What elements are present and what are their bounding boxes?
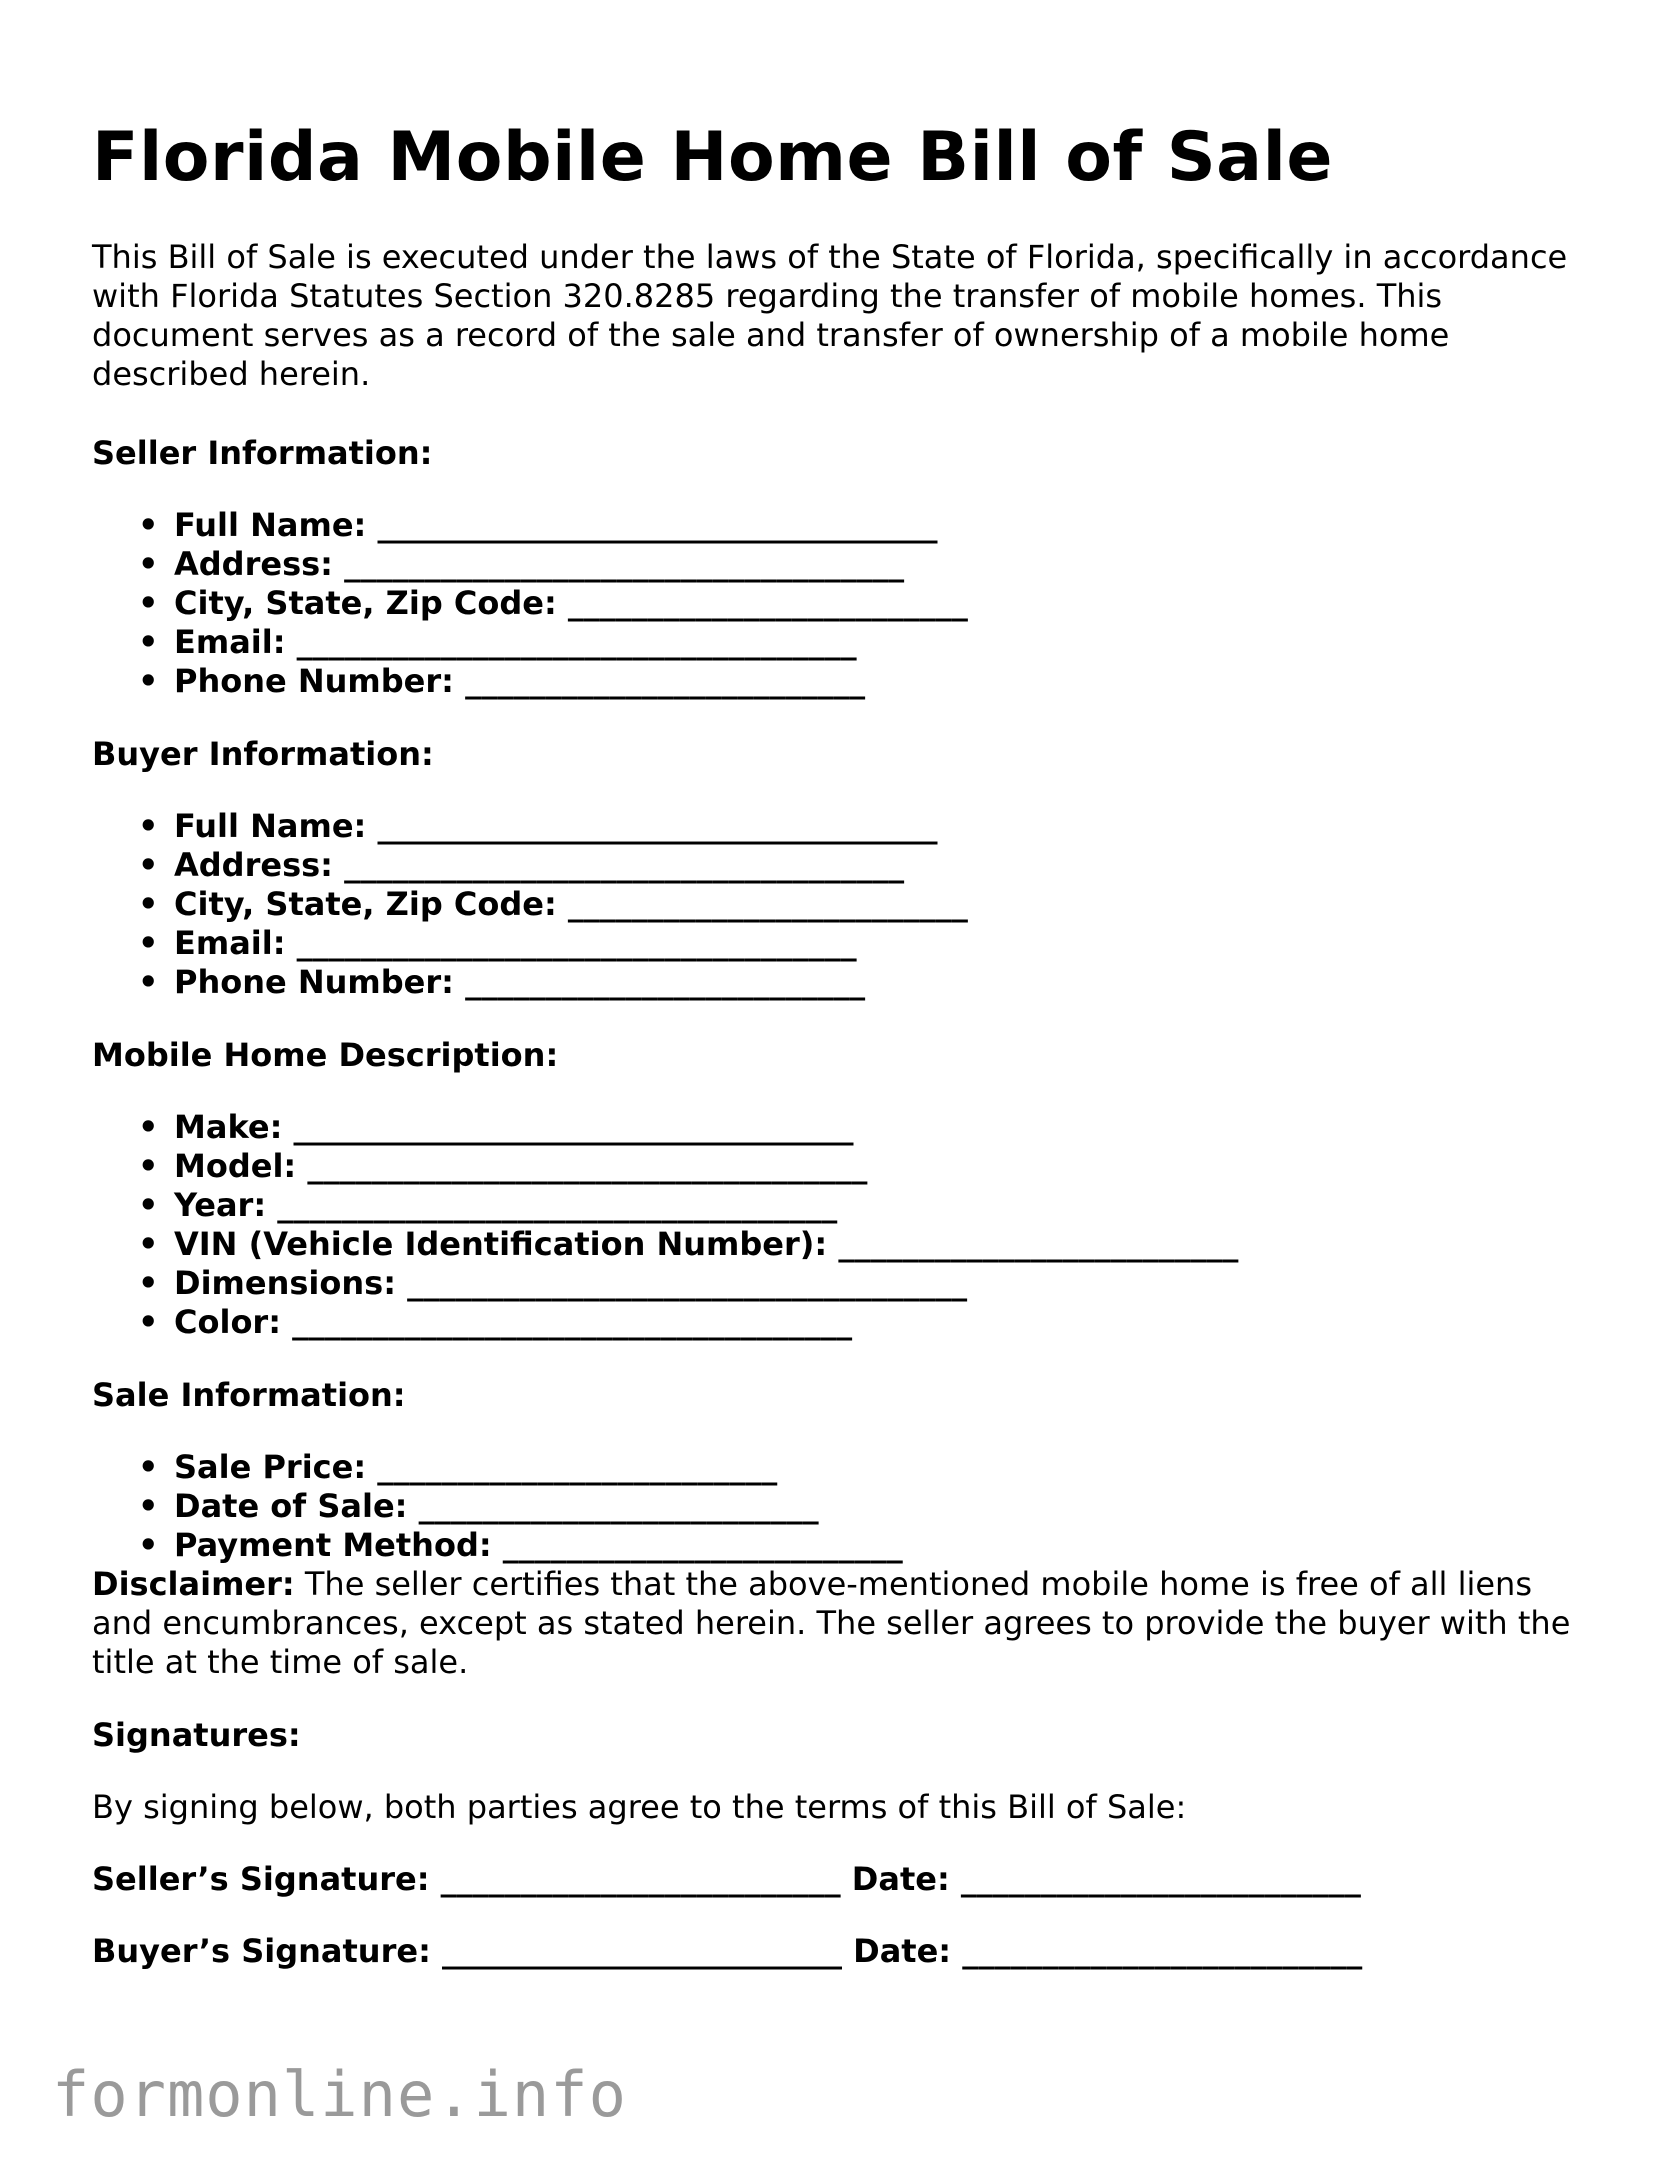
watermark: formonline.info [52,2058,627,2131]
buyer-city-state-zip-field[interactable]: • City, State, Zip Code: _________________________ [138,885,968,923]
signatures-intro: By signing below, both parties agree to the terms of this Bill of Sale: [92,1788,1187,1826]
bullet-icon: • [138,1448,159,1486]
buyer-phone-field[interactable]: • Phone Number: _________________________ [138,963,866,1001]
seller-address-field[interactable]: • Address: ___________________________________ [138,545,905,583]
sale-heading: Sale Information: [92,1376,406,1414]
date-of-sale-field[interactable]: • Date of Sale: _________________________ [138,1487,819,1525]
dimensions-field[interactable]: • Dimensions: ___________________________________ [138,1264,968,1302]
document-title: Florida Mobile Home Bill of Sale [92,118,1333,197]
vin-field[interactable]: • VIN (Vehicle Identification Number): _________________________ [138,1225,1239,1263]
buyer-signature-line[interactable]: Buyer’s Signature: _________________________ Date: _________________________ [92,1932,1363,1970]
bullet-icon: • [138,1526,159,1564]
mobile-home-fields [92,1108,1592,1342]
bullet-icon: • [138,662,159,700]
bullet-icon: • [138,846,159,884]
bullet-icon: • [138,885,159,923]
bullet-icon: • [138,623,159,661]
disclaimer-text: The seller certifies that the above-mentioned mobile home is free of all liens and encumbrances, except as stated herein. The seller agrees to provide the buyer with the title at the time of sale. [92,1565,1571,1681]
color-field[interactable]: • Color: ___________________________________ [138,1303,853,1341]
bullet-icon: • [138,506,159,544]
sale-fields [92,1448,1592,1565]
buyer-heading: Buyer Information: [92,735,434,773]
seller-heading: Seller Information: [92,434,433,472]
seller-phone-field[interactable]: • Phone Number: _________________________ [138,662,866,700]
year-field[interactable]: • Year: ___________________________________ [138,1186,838,1224]
disclaimer-label: Disclaimer: [92,1565,295,1603]
intro-paragraph: This Bill of Sale is executed under the laws of the State of Florida, specifically in accordance with Florida Statutes Section 320.8285 regarding the transfer of mobile homes. This document serves as a record of the sale and transfer of ownership of a mobile home described herein. [92,238,1568,393]
buyer-email-field[interactable]: • Email: ___________________________________ [138,924,857,962]
bullet-icon: • [138,807,159,845]
sale-price-field[interactable]: • Sale Price: _________________________ [138,1448,778,1486]
bullet-icon: • [138,1225,159,1263]
model-field[interactable]: • Model: ___________________________________ [138,1147,868,1185]
bullet-icon: • [138,545,159,583]
bullet-icon: • [138,1264,159,1302]
bullet-icon: • [138,1186,159,1224]
seller-city-state-zip-field[interactable]: • City, State, Zip Code: _________________________ [138,584,968,622]
buyer-full-name-field[interactable]: • Full Name: ___________________________________ [138,807,938,845]
seller-signature-line[interactable]: Seller’s Signature: _________________________ Date: _________________________ [92,1860,1361,1898]
make-field[interactable]: • Make: ___________________________________ [138,1108,854,1146]
seller-fields [92,506,1592,701]
bullet-icon: • [138,1487,159,1525]
seller-full-name-field[interactable]: • Full Name: ___________________________________ [138,506,938,544]
bullet-icon: • [138,1108,159,1146]
disclaimer-paragraph [92,1565,1592,1682]
seller-email-field[interactable]: • Email: ___________________________________ [138,623,857,661]
bullet-icon: • [138,1303,159,1341]
bullet-icon: • [138,924,159,962]
bullet-icon: • [138,584,159,622]
document-page [92,118,1592,1971]
buyer-address-field[interactable]: • Address: ___________________________________ [138,846,905,884]
bullet-icon: • [138,963,159,1001]
buyer-fields [92,807,1592,1002]
bullet-icon: • [138,1147,159,1185]
payment-method-field[interactable]: • Payment Method: _________________________ [138,1526,903,1564]
mobile-home-heading: Mobile Home Description: [92,1036,559,1074]
signatures-heading: Signatures: [92,1716,301,1754]
